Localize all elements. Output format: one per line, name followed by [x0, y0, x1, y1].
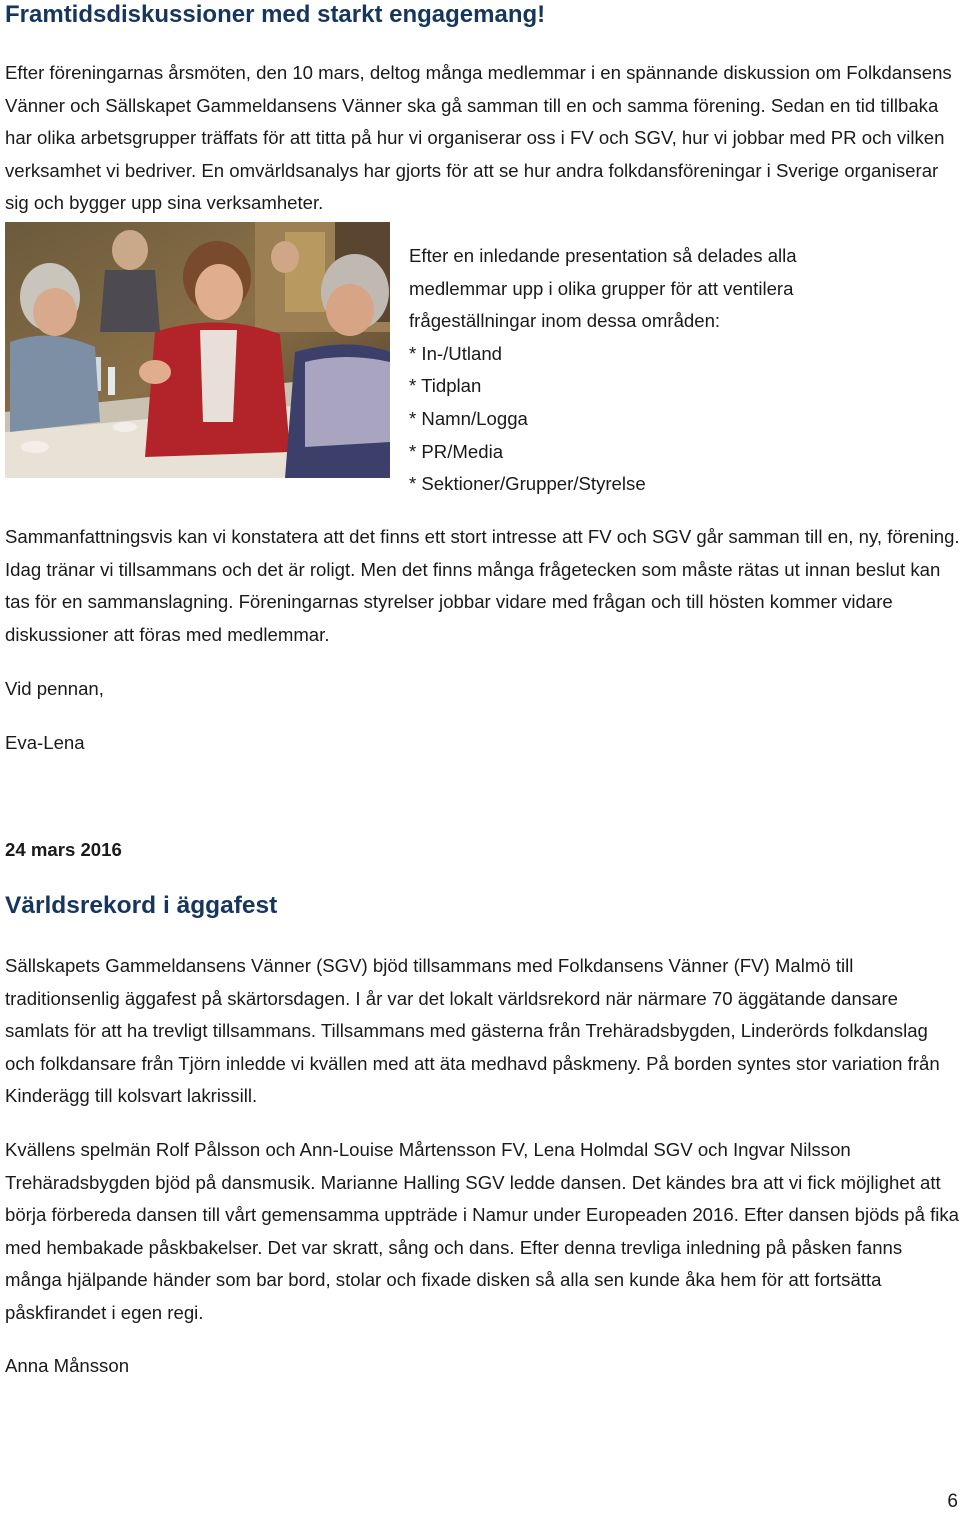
article2-signature: Anna Månsson — [5, 1355, 130, 1376]
side-intro-line: frågeställningar inom dessa områden: — [409, 310, 721, 332]
article2-title: Världsrekord i äggafest — [5, 892, 278, 919]
topic-list-item: * In-/Utland — [409, 342, 503, 364]
article1-paragraph-1: Efter föreningarnas årsmöten, den 10 mars, deltog många medlemmar i en spännande diskussion om Folkdansens Vänner och Sällskapet Gammeldansens Vänner ska gå samman till en och samma förening. Sedan en tid tillbaka har olika arbetsgrupper träffats för att titta på hur vi organiserar oss i FV och SGV, hur vi jobbar med PR och vilken verksamhet vi bedriver. En omvärldsanalys har gjorts för att se hur andra folkdansföreningar i Sverige organiserar sig och bygger upp sina verksamheter. — [5, 62, 952, 214]
topic-list-item: * Tidplan — [409, 375, 482, 397]
page-number: 6 — [947, 1491, 958, 1512]
topic-list-item: * PR/Media — [409, 440, 504, 462]
article1-signature: Eva-Lena — [5, 732, 85, 753]
side-intro-line: medlemmar upp i olika grupper för att ventilera — [409, 277, 794, 299]
article1-closing: Vid pennan, — [5, 678, 104, 699]
article1-side-text — [409, 240, 949, 501]
topic-list-item: * Sektioner/Grupper/Styrelse — [409, 473, 646, 495]
topic-list-item: * Namn/Logga — [409, 407, 528, 429]
article2-paragraph-1: Sällskapets Gammeldansens Vänner (SGV) bjöd tillsammans med Folkdansens Vänner (FV) Malmö till traditionsenlig äggafest på skärtorsdagen. I år var det lokalt världsrekord när närmare 70 äggätande dansare samlats för att ha trevligt tillsammans. Tillsammans med gästerna från Trehäradsbygden, Linderörds folkdanslag och folkdansare från Tjörn inledde vi kvällen med att äta medhavd påskmeny. På borden syntes stor variation från Kinderägg till kolsvart lakrissill. — [5, 955, 940, 1107]
article2-paragraph-2: Kvällens spelmän Rolf Pålsson och Ann-Louise Mårtensson FV, Lena Holmdal SGV och Ingvar Nilsson Trehäradsbygden bjöd på dansmusik. Marianne Halling SGV ledde dansen. Det kändes bra att vi fick möjlighet att börja förbereda dansen till vårt gemensamma uppträde i Namur under Europeaden 2016. Efter dansen bjöds på fika med hembakade påskbakelser. Det var skratt, sång och dans. Efter denna trevliga inledning på påsken fanns många hjälpande händer som bar bord, stolar och fixade disken så alla sen kunde åka hem för att fortsätta påskfirandet i egen regi. — [5, 1139, 960, 1323]
side-intro-line: Efter en inledande presentation så delades alla — [409, 245, 797, 266]
article1-paragraph-2: Sammanfattningsvis kan vi konstatera att det finns ett stort intresse att FV och SGV går samman till en, ny, förening. Idag tränar vi tillsammans och det är roligt. Men det finns många frågetecken som måste rätas ut innan beslut kan tas för en sammanslagning. Föreningarnas styrelser jobbar vidare med frågan och till hösten kommer vidare diskussioner att föras med medlemmar. — [5, 526, 960, 645]
article2-date: 24 mars 2016 — [5, 839, 122, 860]
meeting-photo — [5, 222, 390, 478]
article1-title: Framtidsdiskussioner med starkt engagemang! — [5, 1, 546, 28]
